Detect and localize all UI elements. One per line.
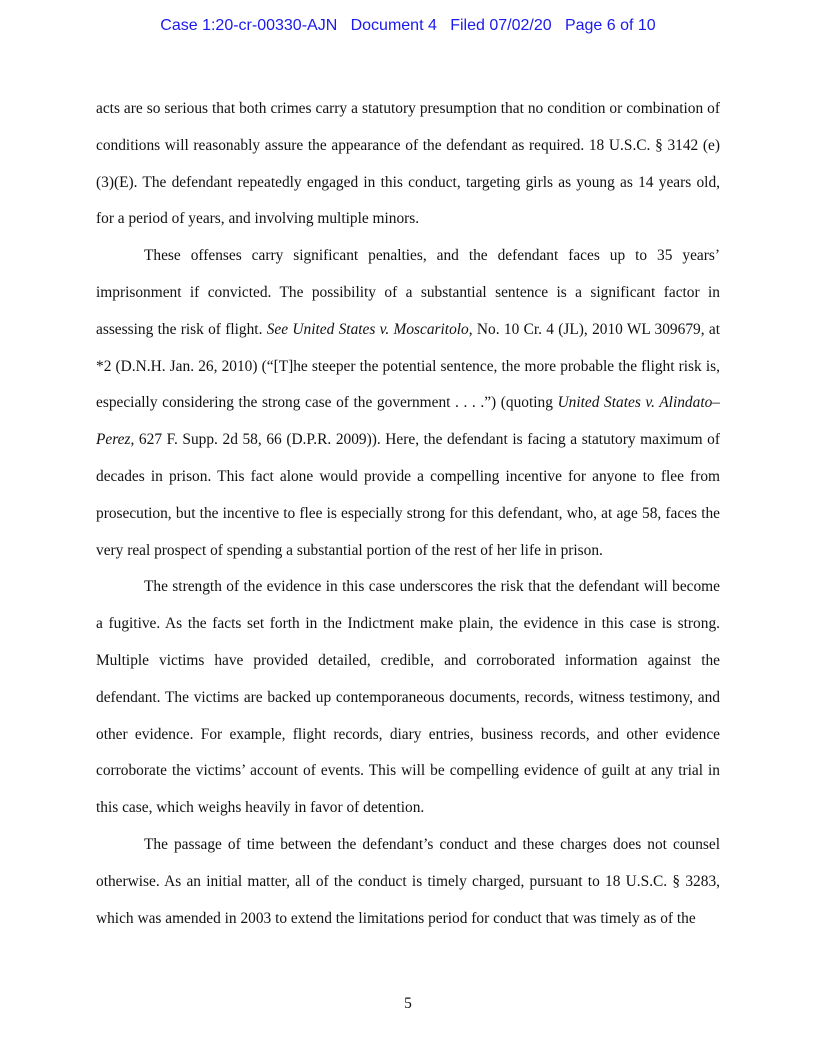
paragraph-text: These offenses carry significant penalties, and the defendant faces up to 35 years’ imprisonment if convicted. The possibility of a substantial sentence is a significant factor in assessing the risk of flight. [96, 247, 720, 338]
page-number: 5 [404, 995, 412, 1012]
paragraph-penalties [96, 238, 720, 569]
case-citation: United States v. Alindato–Perez [96, 394, 720, 449]
paragraph-evidence: The strength of the evidence in this case underscores the risk that the defendant will become a fugitive. As the facts set forth in the Indictment make plain, the evidence in this case is strong. Multiple victims have provided detailed, credible, and corroborated information against the defendant. The victims are backed up contemporaneous documents, records, witness testimony, and other evidence. For example, flight records, diary entries, business records, and other evidence corroborate the victims’ account of events. This will be compelling evidence of guilt at any trial in this case, which weighs heavily in favor of detention. [96, 578, 720, 817]
document-body [96, 91, 720, 937]
paragraph-passage-of-time: The passage of time between the defendant’s conduct and these charges does not counsel otherwise. As an initial matter, all of the conduct is timely charged, pursuant to 18 U.S.C. § 3283, which was amended in 2003 to extend the limitations period for conduct that was timely as of the [96, 835, 720, 927]
case-citation: See United States v. Moscaritolo [266, 320, 469, 338]
paragraph-text: , 627 F. Supp. 2d 58, 66 (D.P.R. 2009)). Here, the defendant is facing a statutory maximum of decades in prison. This fact alone would provide a compelling incentive for anyone to flee from prosecution, but the incentive to flee is especially strong for this defendant, who, at age 58, faces the very real prospect of spending a substantial portion of the rest of her life in prison. [96, 431, 720, 559]
page-indicator: Page 6 of 10 [564, 17, 656, 34]
paragraph-text: , No. 10 Cr. 4 (JL), 2010 WL 309679, at *2 (D.N.H. Jan. 26, 2010) (“[T]he steeper the potential sentence, the more probable the flight risk is, especially considering the strong case of the government . . . .”) (quoting [96, 320, 720, 412]
filed-date: Filed 07/02/20 [450, 17, 552, 34]
case-number: Case 1:20-cr-00330-AJN [160, 17, 338, 34]
document-number: Document 4 [350, 17, 437, 34]
paragraph-continuation: acts are so serious that both crimes carry a statutory presumption that no condition or combination of conditions will reasonably assure the appearance of the defendant as required. 18 U.S.C. § 3142 (e)(3)(E). The defendant repeatedly engaged in this conduct, targeting girls as young as 14 years old, for a period of years, and involving multiple minors. [96, 100, 720, 228]
case-header [0, 17, 816, 35]
